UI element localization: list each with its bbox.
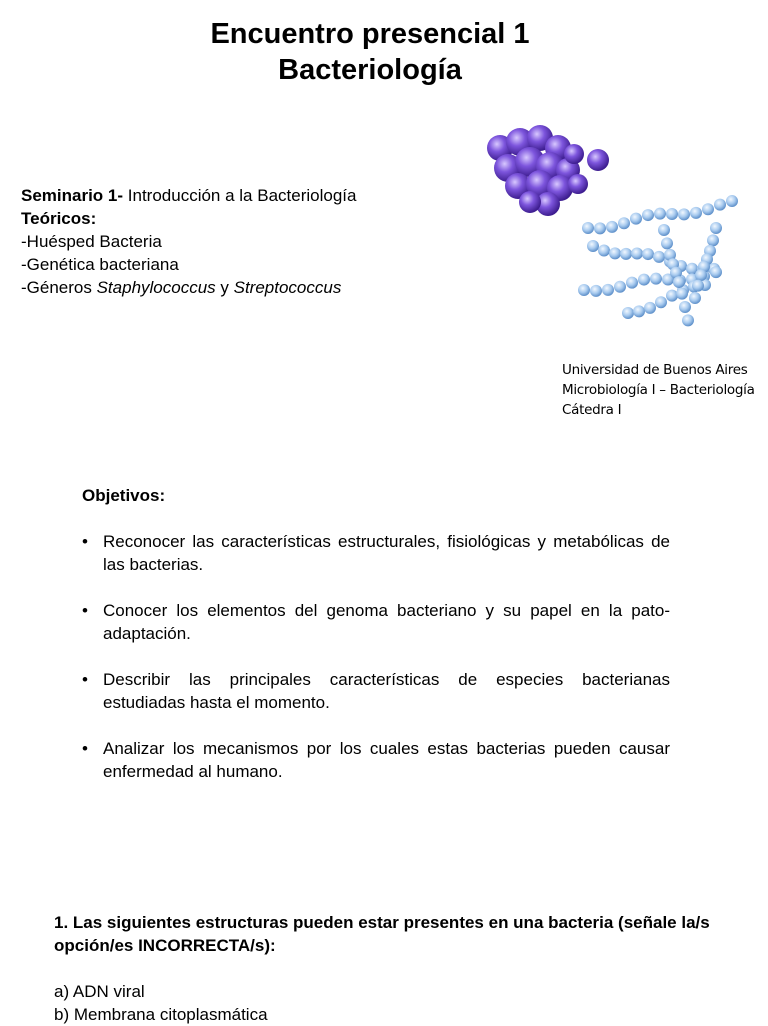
question-option-a[interactable]: a) ADN viral [54,982,145,1001]
seminar-block [21,184,481,299]
coccus-cell [654,208,666,220]
bullet-icon: • [82,739,88,758]
coccus-cell [692,280,704,292]
topic-3-prefix: -Géneros [21,278,97,297]
coccus-cell [644,302,656,314]
bullet-icon: • [82,601,88,620]
coccus-cell [590,285,602,297]
coccus-cell [519,191,541,213]
bacteria-illustration [478,118,768,338]
coccus-cell [726,195,738,207]
coccus-cell [650,273,662,285]
objective-text: Reconocer las características estructurales, fisiológicas y metabólicas de las bacterias. [103,532,670,574]
coccus-cell [679,301,691,313]
coccus-cell [642,209,654,221]
bullet-icon: • [82,670,88,689]
coccus-cell [638,274,650,286]
coccus-cell [666,290,678,302]
objective-text: Describir las principales características de especies bacterianas estudiadas hasta el momento. [103,670,670,712]
question-1 [54,911,734,1026]
coccus-cell [678,208,690,220]
coccus-cell [606,221,618,233]
theory-topic-3 [21,276,481,299]
coccus-cell [702,203,714,215]
institution-course: Microbiología I – Bacteriología [562,382,755,398]
institution-university: Universidad de Buenos Aires [562,362,748,378]
coccus-cell [620,248,632,260]
objective-text: Analizar los mecanismos por los cuales estas bacterias pueden causar enfermedad al humano. [103,739,670,781]
streptococcus-chain-illustration [578,195,738,326]
topic-3-conjunction: y [215,278,234,297]
theory-topic-2: -Genética bacteriana [21,255,179,274]
theory-topic-1: -Huésped Bacteria [21,232,162,251]
title-line-2: Bacteriología [278,54,462,86]
coccus-cell [714,199,726,211]
coccus-cell [689,292,701,304]
coccus-cell [695,269,707,281]
coccus-cell [587,149,609,171]
coccus-cell [633,305,645,317]
objectives-heading: Objetivos: [82,486,166,505]
bullet-icon: • [82,532,88,551]
objectives-section [82,484,670,806]
objective-item [82,668,670,714]
institution-chair: Cátedra I [562,402,622,418]
coccus-cell [653,251,665,263]
coccus-cell [658,224,670,236]
objective-text: Conocer los elementos del genoma bacteriano y su papel en la pato-adaptación. [103,601,670,643]
title-line-1: Encuentro presencial 1 [210,18,530,50]
question-option-b[interactable]: b) Membrana citoplasmática [54,1005,268,1024]
objective-item [82,737,670,783]
coccus-cell [598,245,610,257]
theory-label: Teóricos: [21,209,97,228]
coccus-cell [710,222,722,234]
genus-staphylococcus: Staphylococcus [96,278,216,297]
question-text: 1. Las siguientes estructuras pueden estar presentes en una bacteria (señale la/s opción/es INCORRECTA/s): [54,913,710,955]
coccus-cell [614,281,626,293]
seminar-heading [21,184,481,207]
coccus-cell [568,174,588,194]
coccus-cell [642,248,654,260]
coccus-cell [618,217,630,229]
staphylococcus-cluster-illustration [487,125,609,216]
coccus-cell [631,247,643,259]
coccus-cell [626,277,638,289]
coccus-cell [655,296,667,308]
coccus-cell [564,144,584,164]
institution-info [562,360,768,420]
coccus-cell [630,213,642,225]
coccus-cell [609,247,621,259]
objective-item [82,599,670,645]
coccus-cell [707,234,719,246]
coccus-cell [676,288,688,300]
coccus-cell [682,314,694,326]
coccus-cell [582,222,594,234]
coccus-cell [587,240,599,252]
coccus-cell [673,276,685,288]
coccus-cell [602,284,614,296]
coccus-cell [690,207,702,219]
genus-streptococcus: Streptococcus [233,278,342,297]
objective-item [82,530,670,576]
coccus-cell [622,307,634,319]
coccus-cell [661,237,673,249]
objectives-list [82,530,670,783]
seminar-label: Seminario 1- [21,186,124,205]
coccus-cell [578,284,590,296]
coccus-cell [594,222,606,234]
page-title [0,16,740,88]
coccus-cell [710,266,722,278]
seminar-title: Introducción a la Bacteriología [123,186,357,205]
coccus-cell [666,208,678,220]
